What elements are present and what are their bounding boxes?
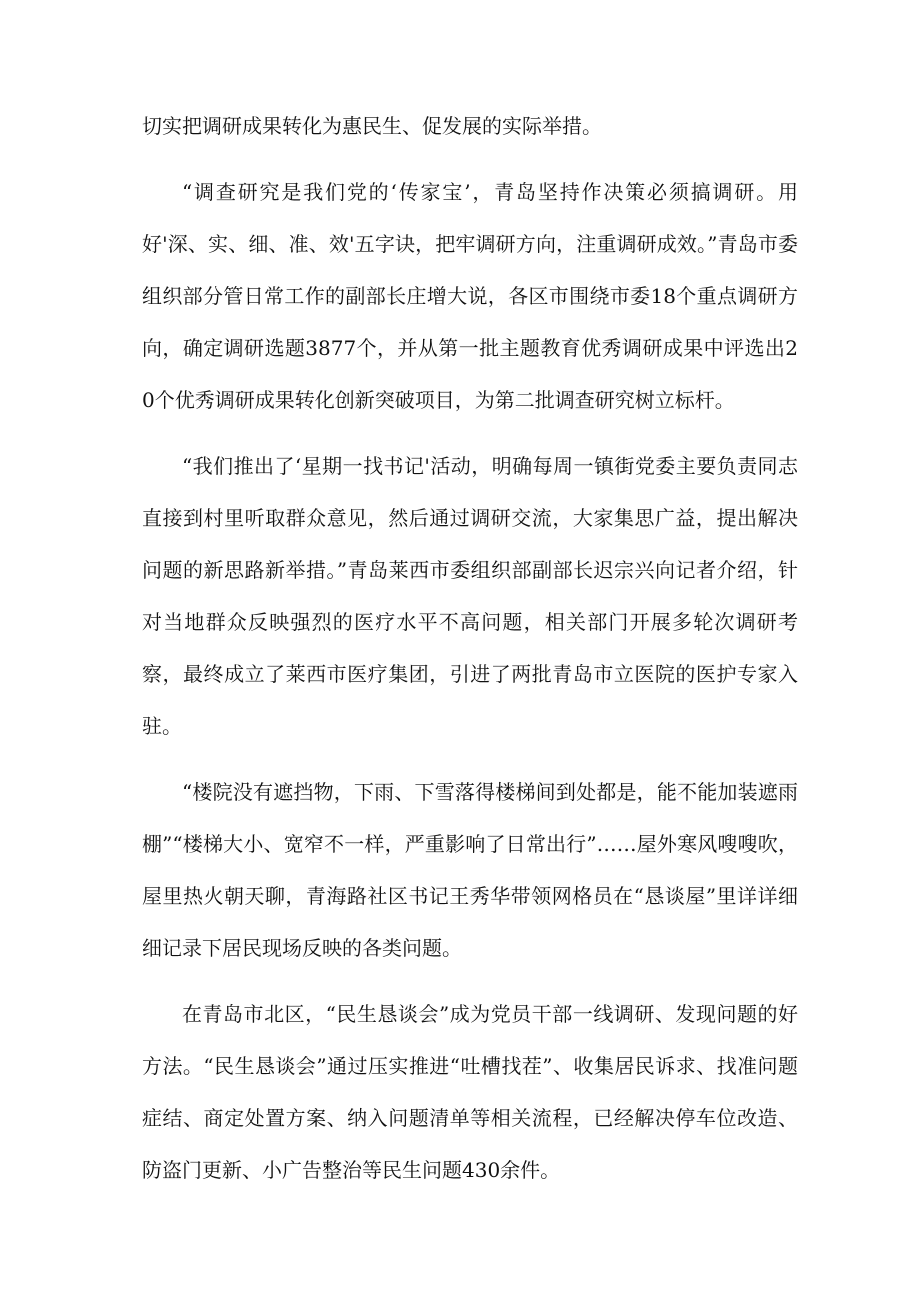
paragraph-3: “我们推出了‘星期一找书记'活动，明确每周一镇街党委主要负责同志直接到村里听取群众意见，然后通过调研交流，大家集思广益，提出解决问题的新思路新举措。”青岛莱西市委组织部副部长迟宗兴向记者介绍，针对当地群众反映强烈的医疗水平不高问题，相关部门开展多轮次调研考察，最终成立了莱西市医疗集团，引进了两批青岛市立医院的医护专家入驻。 [142, 454, 798, 738]
paragraph-4: “楼院没有遮挡物，下雨、下雪落得楼梯间到处都是，能不能加装遮雨棚”“楼梯大小、宽窄不一样，严重影响了日常出行”……屋外寒风嗖嗖吹，屋里热火朝天聊，青海路社区书记王秀华带领网格员在“恳谈屋”里详详细细记录下居民现场反映的各类问题。 [142, 780, 798, 960]
paragraph-1: 切实把调研成果转化为惠民生、促发展的实际举措。 [142, 114, 602, 138]
paragraph-5: 在青岛市北区，“民生恳谈会”成为党员干部一线调研、发现问题的好方法。“民生恳谈会”通过压实推进“吐槽找茬”、收集居民诉求、找准问题症结、商定处置方案、纳入问题清单等相关流程，已经解决停车位改造、防盗门更新、小广告整治等民生问题430余件。 [142, 1002, 798, 1182]
paragraph-2: “调查研究是我们党的‘传家宝’，青岛坚持作决策必须搞调研。用好'深、实、细、准、效'五字诀，把牢调研方向，注重调研成效。”青岛市委组织部分管日常工作的副部长庄增大说，各区市围绕市委18个重点调研方向，确定调研选题3877个，并从第一批主题教育优秀调研成果中评选出20个优秀调研成果转化创新突破项目，为第二批调查研究树立标杆。 [142, 180, 798, 412]
document-page [142, 100, 798, 1196]
